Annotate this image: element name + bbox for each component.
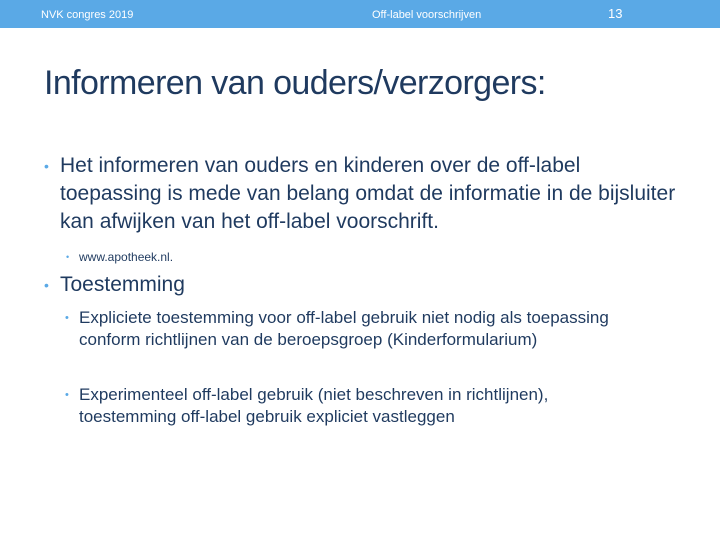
slide-topic: Off-label voorschrijven bbox=[372, 9, 482, 21]
sub-bullet-website bbox=[66, 250, 659, 265]
bullet-text: Experimenteel off-label gebruik (niet beschreven in richtlijnen), toestemming off-label gebruik expliciet vastleggen bbox=[79, 385, 549, 426]
bullet-text: Het informeren van ouders en kinderen over de off-label toepassing is mede van belang omdat de informatie in de bijsluiter kan afwijken van het off-label voorschrift. bbox=[60, 154, 676, 233]
sub-bullet-explicit-consent bbox=[65, 307, 634, 351]
bullet-dot: • bbox=[44, 158, 49, 174]
bullet-text: Toestemming bbox=[60, 273, 185, 296]
slide-number: 13 bbox=[608, 6, 623, 21]
bullet-dot: • bbox=[44, 277, 49, 293]
slide-title: Informeren van ouders/verzorgers: bbox=[44, 64, 546, 102]
bullet-text: www.apotheek.nl. bbox=[79, 250, 174, 264]
header-bar bbox=[0, 0, 720, 28]
bullet-dot: • bbox=[65, 389, 69, 401]
bullet-dot: • bbox=[65, 312, 69, 324]
bullet-consent bbox=[44, 271, 680, 299]
bullet-informing bbox=[44, 152, 680, 236]
bullet-dot: • bbox=[66, 252, 70, 262]
conference-name: NVK congres 2019 bbox=[41, 9, 134, 21]
bullet-text: Expliciete toestemming voor off-label gebruik niet nodig als toepassing conform richtlijnen van de beroepsgroep (Kinderformularium) bbox=[79, 308, 609, 349]
sub-bullet-experimental bbox=[65, 384, 649, 428]
